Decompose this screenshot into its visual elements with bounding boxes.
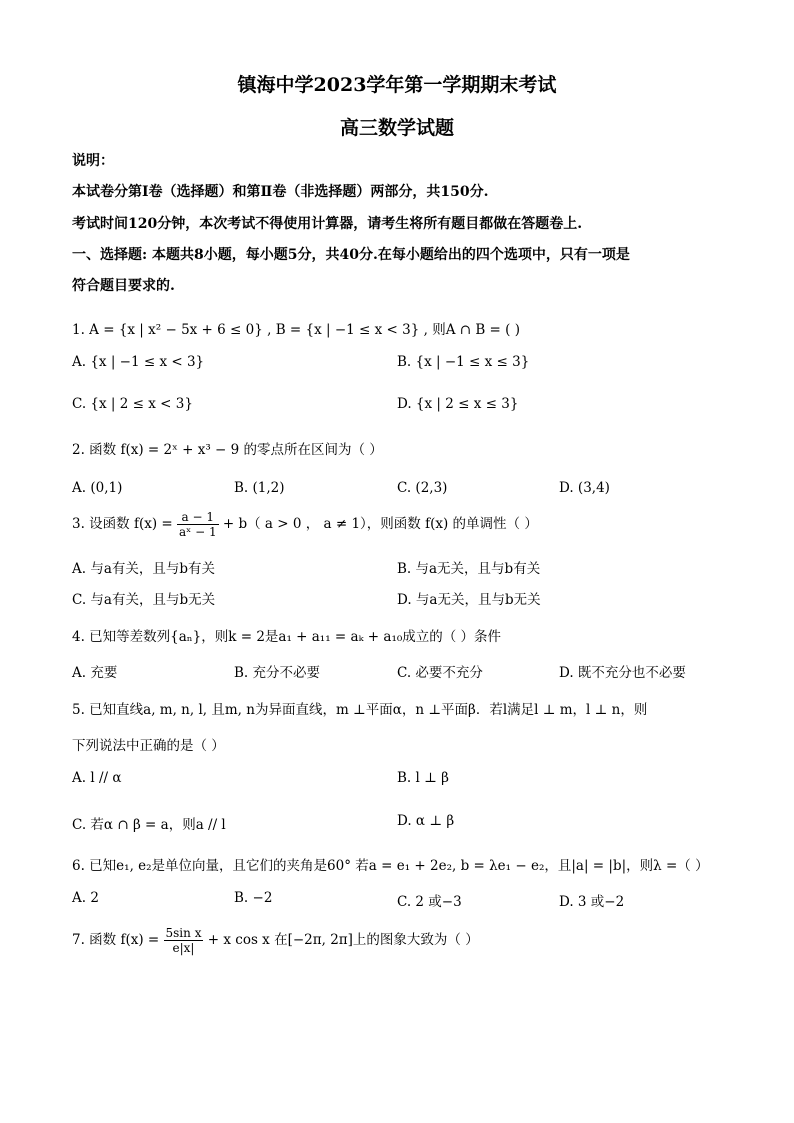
question-5-option-b: B. l ⊥ β: [397, 770, 449, 786]
question-4-option-b: B. 充分不必要: [234, 665, 321, 681]
section-heading-line-1: 一、选择题: 本题共8小题，每小题5分，共40分.在每小题给出的四个选项中，只有一项是: [72, 247, 630, 263]
question-6-option-d: D. 3 或−2: [559, 894, 625, 910]
question-5-stem-line-1: 5. 已知直线a, m, n, l, 且m, n为异面直线，m ⊥平面α，n ⊥平面β．若l满足l ⊥ m，l ⊥ n，则: [72, 702, 648, 718]
question-6-stem: 6. 已知e₁, e₂是单位向量，且它们的夹角是60° 若a = e₁ + 2e₂, b = λe₁ − e₂，且|a| = |b|，则λ =（ ）: [72, 858, 709, 874]
question-2-option-d: D. (3,4): [559, 480, 610, 496]
instructions-line-2: 考试时间120分钟，本次考试不得使用计算器，请考生将所有题目都做在答题卷上.: [72, 216, 583, 232]
instructions-heading: 说明：: [72, 153, 114, 169]
question-7-stem-prefix: 7. 函数 f(x) =: [72, 932, 160, 948]
question-1-option-a: A. {x | −1 ≤ x < 3}: [72, 354, 205, 370]
question-3-fraction: [177, 510, 219, 539]
question-4-option-a: A. 充要: [72, 665, 118, 681]
instructions-line-1: 本试卷分第Ⅰ卷（选择题）和第Ⅱ卷（非选择题）两部分，共150分.: [72, 184, 489, 200]
question-3-option-c: C. 与a有关，且与b无关: [72, 592, 216, 608]
question-2-option-b: B. (1,2): [234, 480, 285, 496]
question-1-option-c: C. {x | 2 ≤ x < 3}: [72, 396, 193, 412]
section-heading-line-2: 符合题目要求的.: [72, 278, 175, 294]
question-3-option-d: D. 与a无关，且与b无关: [397, 592, 541, 608]
question-5-option-d: D. α ⊥ β: [397, 813, 455, 829]
question-7-fraction-numerator: 5sin x: [165, 926, 202, 940]
question-4-option-c: C. 必要不充分: [397, 665, 483, 681]
question-7-fraction: [164, 926, 204, 955]
question-3-option-a: A. 与a有关，且与b有关: [72, 561, 216, 577]
question-4-stem: 4. 已知等差数列{aₙ}，则k = 2是a₁ + a₁₁ = aₖ + a₁₀成立的（ ）条件: [72, 629, 502, 645]
question-2-option-a: A. (0,1): [72, 480, 123, 496]
question-2-option-c: C. (2,3): [397, 480, 448, 496]
question-5-option-a: A. l // α: [72, 770, 122, 786]
question-7-fraction-denominator: e|x|: [172, 941, 195, 955]
question-5-option-c: C. 若α ∩ β = a，则a // l: [72, 817, 226, 833]
question-3-fraction-numerator: a − 1: [177, 510, 219, 525]
question-4-option-d: D. 既不充分也不必要: [559, 665, 686, 681]
exam-title: 镇海中学2023学年第一学期期末考试: [237, 74, 557, 96]
question-3-stem: [72, 510, 538, 539]
question-5-stem-line-2: 下列说法中正确的是（ ）: [72, 738, 225, 754]
question-3-stem-prefix: 3. 设函数 f(x) =: [72, 516, 173, 532]
question-6-option-a: A. 2: [72, 890, 99, 906]
question-3-option-b: B. 与a无关，且与b有关: [397, 561, 541, 577]
question-6-option-c: C. 2 或−3: [397, 894, 462, 910]
question-1-stem: 1. A = {x | x² − 5x + 6 ≤ 0} , B = {x | −1 ≤ x < 3} , 则A ∩ B = ( ): [72, 322, 520, 338]
question-3-stem-suffix: + b（ a > 0 ， a ≠ 1），则函数 f(x) 的单调性（ ）: [222, 516, 538, 532]
question-7-stem: [72, 926, 479, 955]
question-1-option-b: B. {x | −1 ≤ x ≤ 3}: [397, 354, 530, 370]
exam-subtitle: 高三数学试题: [339, 117, 454, 139]
question-2-stem: 2. 函数 f(x) = 2ˣ + x³ − 9 的零点所在区间为（ ）: [72, 442, 383, 458]
question-1-option-d: D. {x | 2 ≤ x ≤ 3}: [397, 396, 519, 412]
question-6-option-b: B. −2: [234, 890, 273, 906]
question-3-fraction-denominator: aˣ − 1: [179, 525, 217, 539]
question-7-stem-suffix: + x cos x 在[−2π, 2π]上的图象大致为（ ）: [207, 932, 479, 948]
